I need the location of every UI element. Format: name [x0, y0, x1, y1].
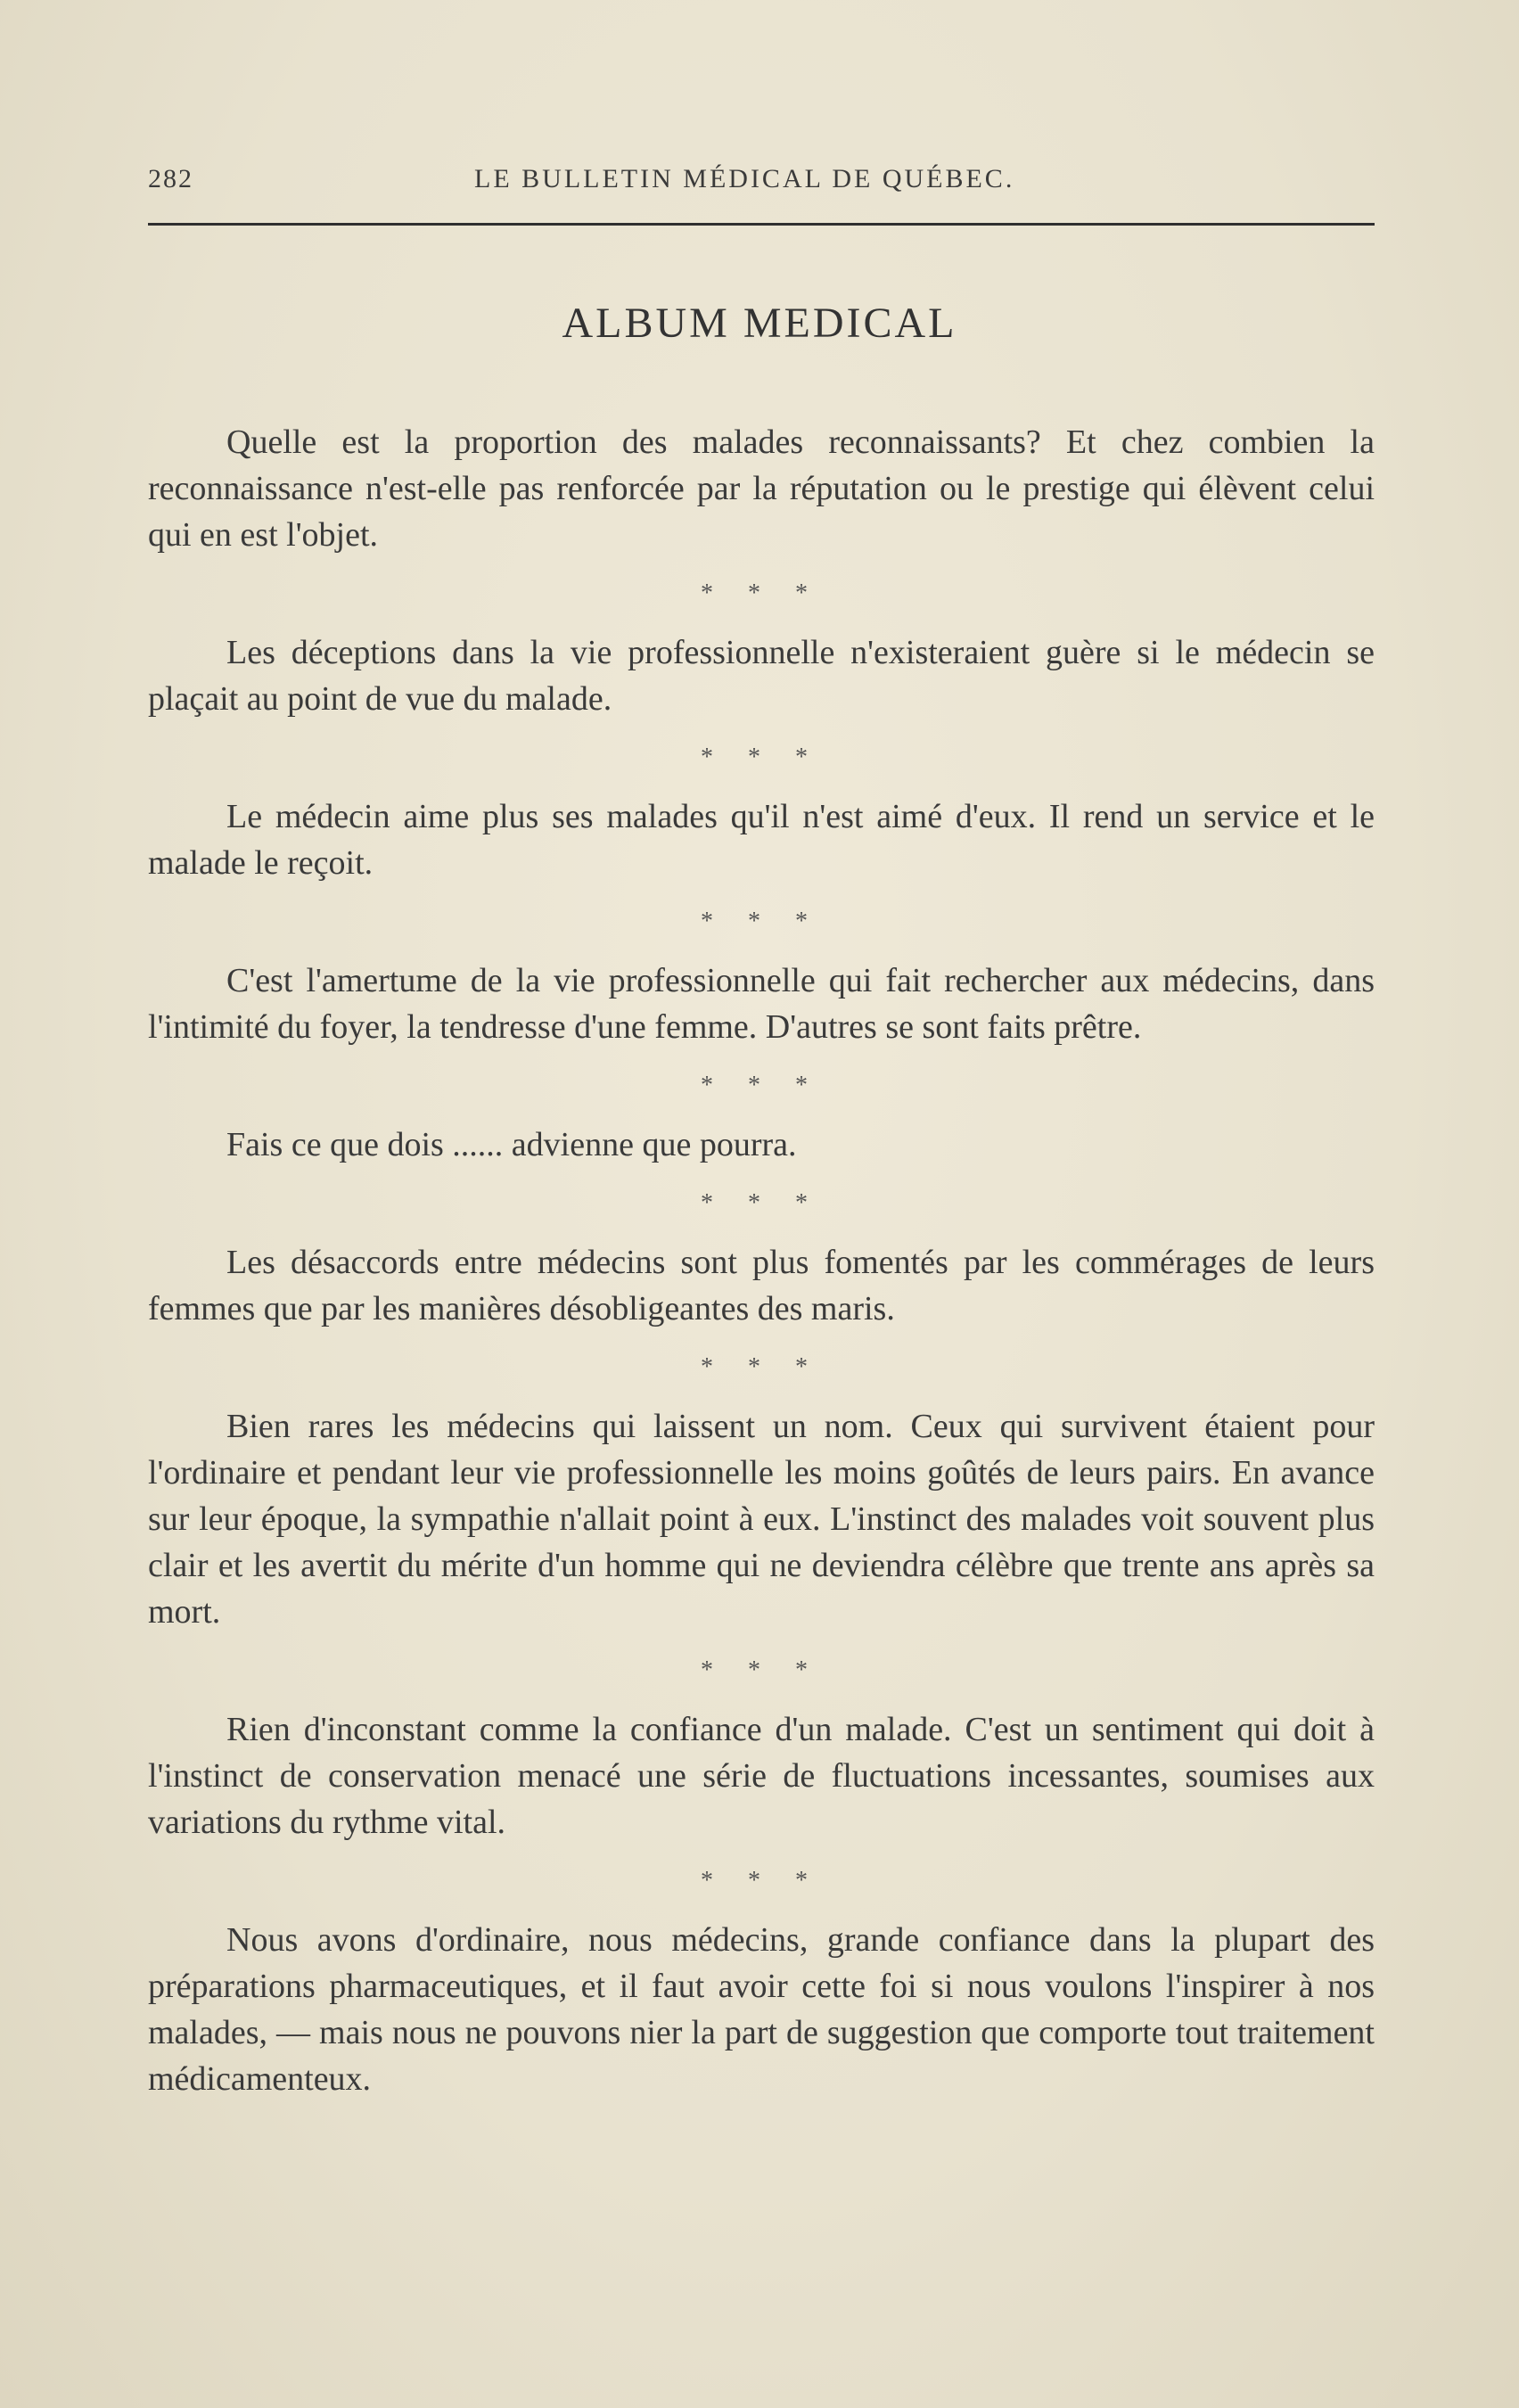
article-body [148, 419, 1375, 2102]
paragraph: Quelle est la proportion des malades reconnaissants? Et chez combien la reconnaissance n'est-elle pas renforcée par la réputation ou le prestige qui élèvent celui qui en est l'objet. [148, 423, 1375, 554]
section-separator: * * * [701, 1189, 822, 1217]
section-separator: * * * [701, 1656, 822, 1684]
paragraph: Fais ce que dois ...... advienne que pourra. [226, 1126, 797, 1163]
paragraph: Les désaccords entre médecins sont plus fomentés par les commérages de leurs femmes que par les manières désobligeantes des maris. [148, 1244, 1375, 1327]
paragraph: Nous avons d'ordinaire, nous médecins, grande confiance dans la plupart des préparations pharmaceutiques, et il faut avoir cette foi si nous voulons l'inspirer à nos malades, — mais nous ne pouvons nier la part de suggestion que comporte tout traitement médicamenteux. [148, 1921, 1375, 2098]
paragraph: Rien d'inconstant comme la confiance d'un malade. C'est un sentiment qui doit à l'instinct de conservation menacé une série de fluctuations incessantes, soumises aux variations du rythme vital. [148, 1711, 1375, 1841]
paragraph: Les déceptions dans la vie professionnelle n'existeraient guère si le médecin se plaçait au point de vue du malade. [148, 634, 1375, 718]
section-separator: * * * [701, 908, 822, 935]
paragraph: C'est l'amertume de la vie professionnelle qui fait rechercher aux médecins, dans l'intimité du foyer, la tendresse d'une femme. D'autres se sont faits prêtre. [148, 962, 1375, 1046]
paragraph: Bien rares les médecins qui laissent un nom. Ceux qui survivent étaient pour l'ordinaire et pendant leur vie professionnelle les moins goûtés de leurs pairs. En avance sur leur époque, la sympathie n'allait point à eux. L'instinct des malades voit souvent plus clair et les avertit du mérite d'un homme qui ne deviendra célèbre que trente ans après sa mort. [148, 1408, 1375, 1631]
section-separator: * * * [701, 744, 822, 771]
section-separator: * * * [701, 1072, 822, 1099]
paragraph: Le médecin aime plus ses malades qu'il n'est aimé d'eux. Il rend un service et le malade le reçoit. [148, 798, 1375, 882]
page-number: 282 [148, 164, 193, 193]
section-separator: * * * [701, 1353, 822, 1381]
header-rule [148, 223, 1375, 226]
journal-title: LE BULLETIN MÉDICAL DE QUÉBEC. [474, 164, 1015, 193]
section-separator: * * * [701, 1867, 822, 1894]
section-separator: * * * [701, 579, 822, 607]
article-title: ALBUM MEDICAL [562, 300, 957, 347]
running-head [148, 164, 1375, 200]
